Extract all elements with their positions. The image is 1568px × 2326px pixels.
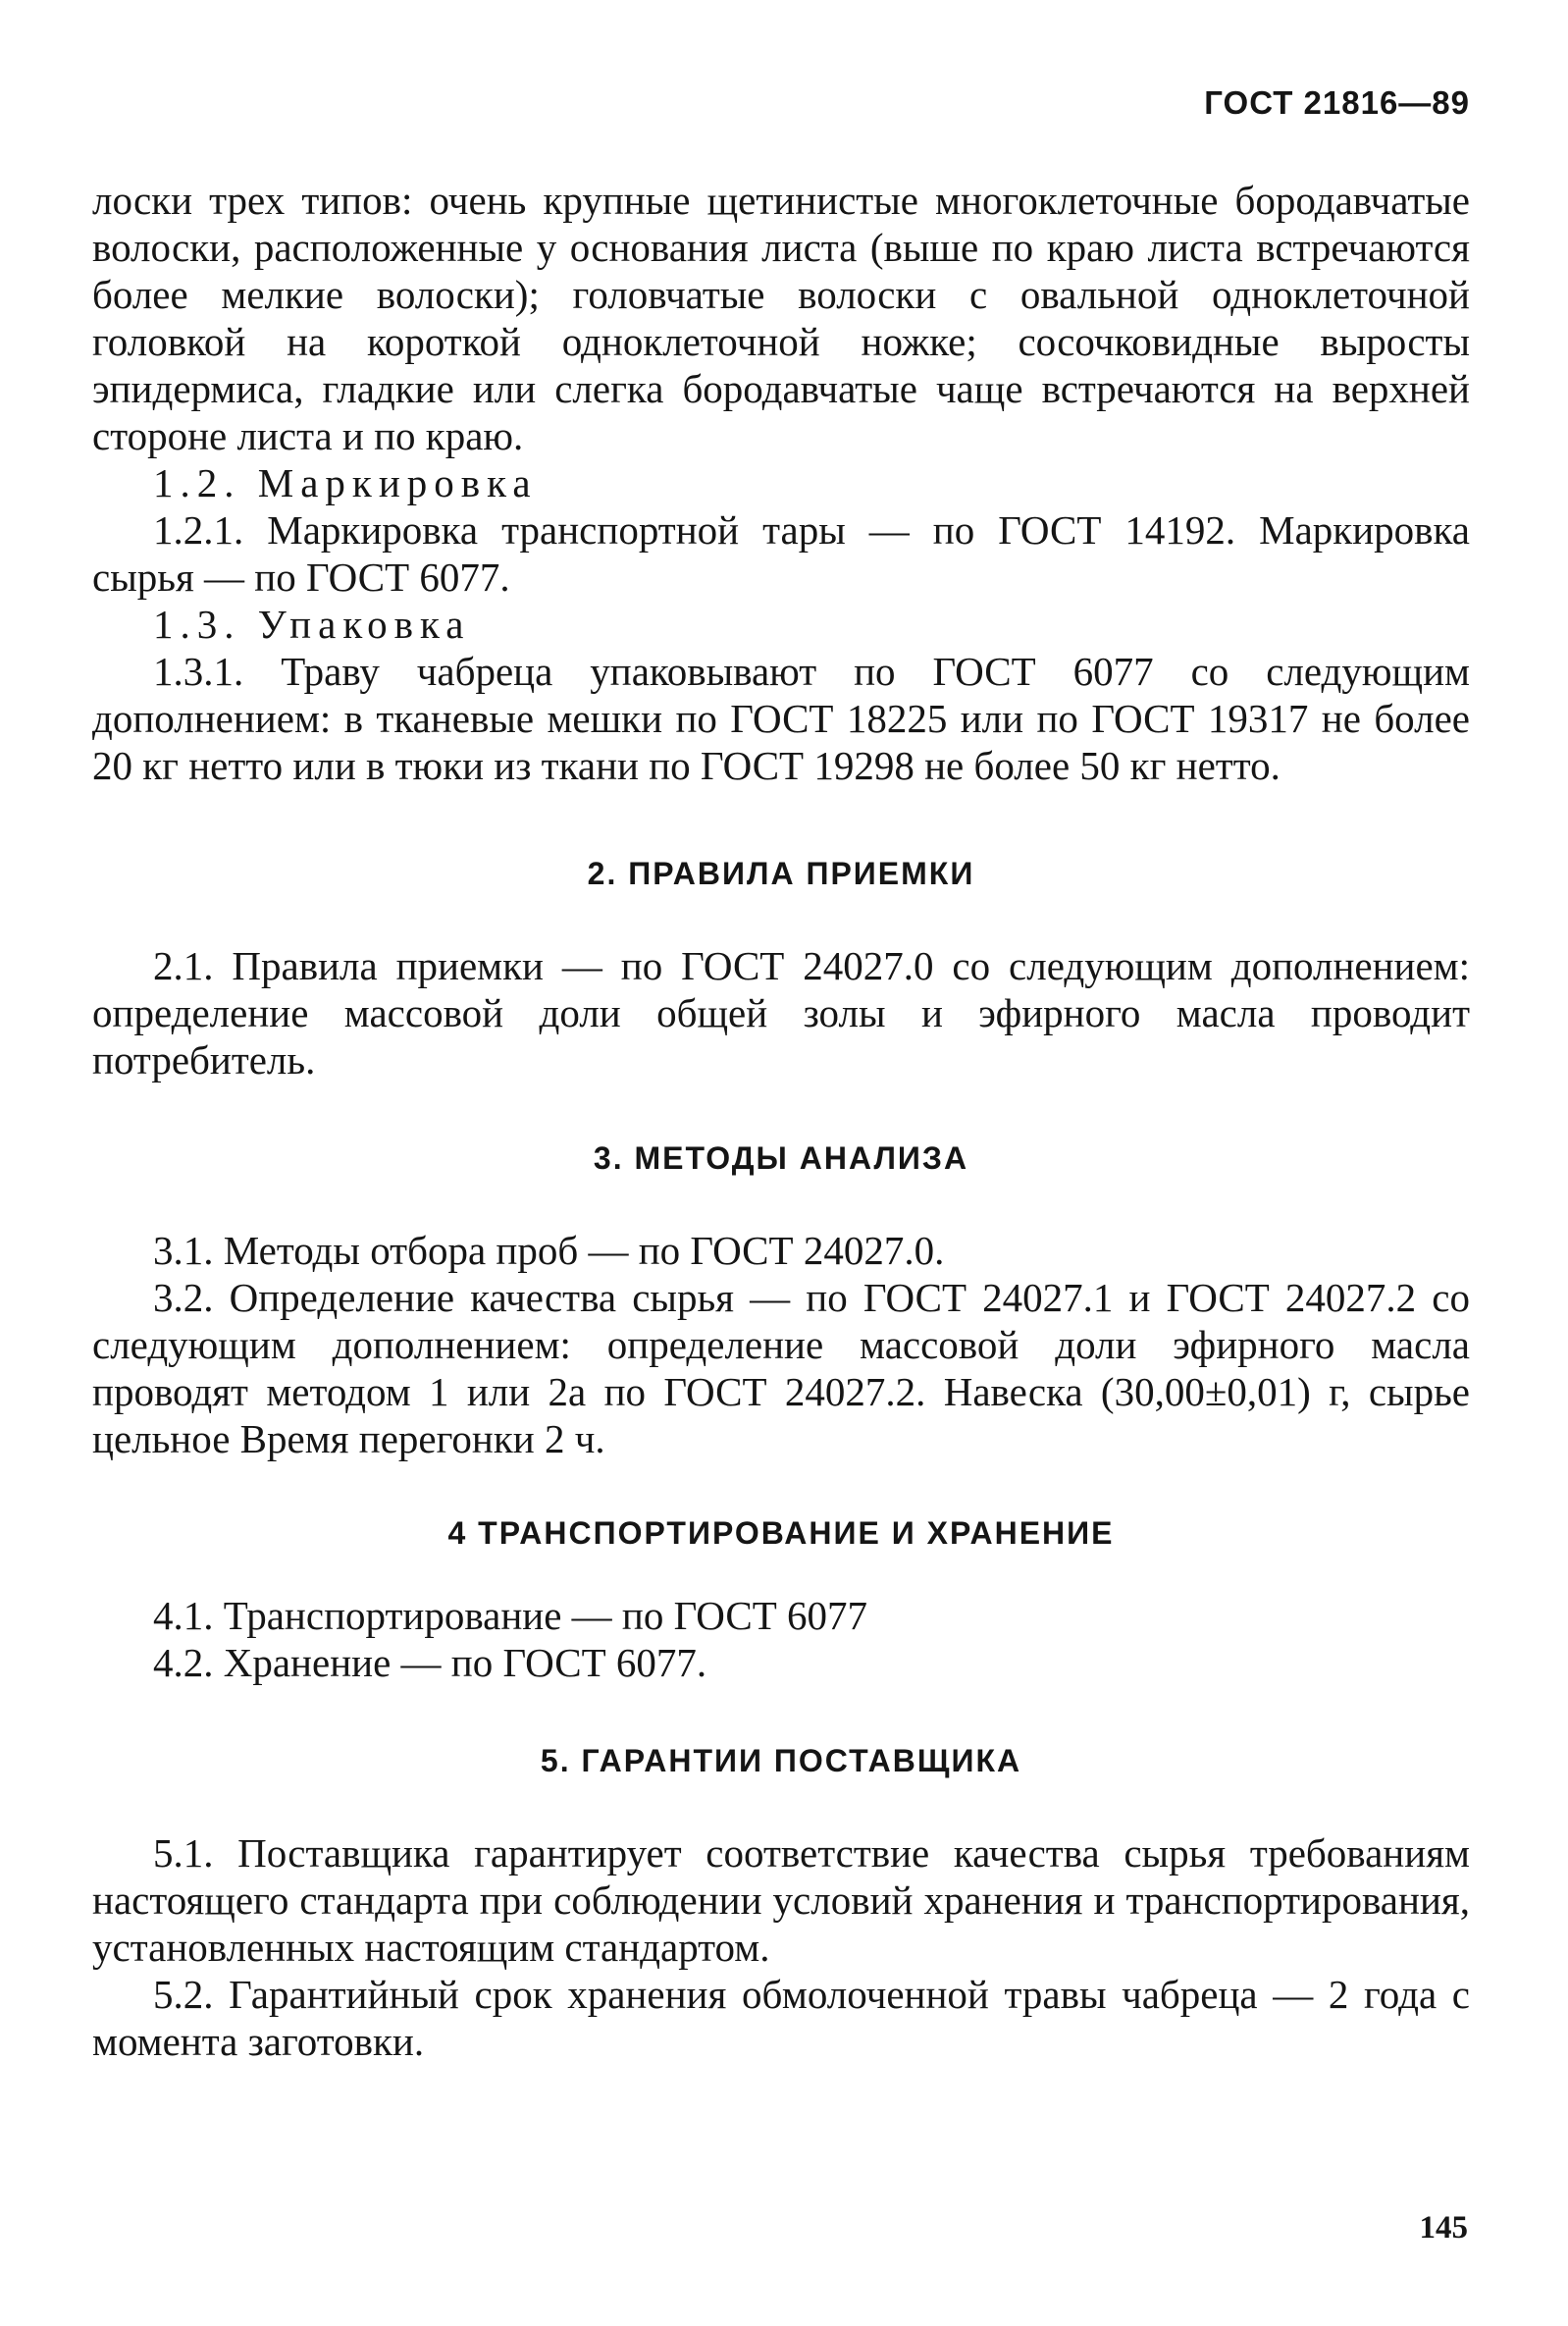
section-heading-supplier-guarantee: 5. ГАРАНТИИ ПОСТАВЩИКА bbox=[540, 1743, 1022, 1778]
section-heading-methods: 3. МЕТОДЫ АНАЛИЗА bbox=[593, 1140, 969, 1176]
paragraph-1-3-1: 1.3.1. Траву чабреца упаковывают по ГОСТ 6077 со следующим дополнением: в тканевые мешки по ГОСТ 18225 или по ГОСТ 19317 не более 20 кг нетто или в тюки из ткани по ГОСТ 19298 не более 50 кг нетто. bbox=[92, 649, 1470, 788]
paragraph-continuation: лоски трех типов: очень крупные щетинистые многоклеточные бородавчатые волоски, расположенные у основания листа (выше по краю листа встречаются более мелкие волоски); головчатые волоски с овальной одноклеточной головкой на короткой одноклеточной ножке; сосочковидные выросты эпидермиса, гладкие или слегка бородавчатые чаще встречаются на верхней стороне листа и по краю. bbox=[92, 178, 1470, 458]
paragraph-5-1: 5.1. Поставщика гарантирует соответствие качества сырья требованиям настоящего стандарта при соблюдении условий хранения и транспортирования, установленных настоящим стандартом. bbox=[92, 1830, 1470, 1970]
section-heading-transport-storage: 4 ТРАНСПОРТИРОВАНИЕ И ХРАНЕНИЕ bbox=[447, 1515, 1115, 1551]
paragraph-4-1: 4.1. Транспортирование — по ГОСТ 6077 bbox=[153, 1593, 868, 1638]
paragraph-4-2: 4.2. Хранение — по ГОСТ 6077. bbox=[153, 1640, 707, 1685]
paragraph-2-1: 2.1. Правила приемки — по ГОСТ 24027.0 со следующим дополнением: определение массовой доли общей золы и эфирного масла проводит потребитель. bbox=[92, 943, 1470, 1083]
paragraph-5-2: 5.2. Гарантийный срок хранения обмолоченной травы чабреца — 2 года с момента заготовки. bbox=[92, 1972, 1470, 2064]
paragraph-1-2-1: 1.2.1. Маркировка транспортной тары — по ГОСТ 14192. Маркировка сырья — по ГОСТ 6077. bbox=[92, 507, 1470, 600]
paragraph-3-1: 3.1. Методы отбора проб — по ГОСТ 24027.0. bbox=[153, 1228, 945, 1273]
paragraph-3-2: 3.2. Определение качества сырья — по ГОСТ 24027.1 и ГОСТ 24027.2 со следующим дополнением: определение массовой доли эфирного масла проводят методом 1 или 2а по ГОСТ 24027.2. Навеска (30,00±0,01) г, сырье цельное Время перегонки 2 ч. bbox=[92, 1275, 1470, 1461]
page-number: 145 bbox=[1419, 2210, 1468, 2246]
document-body bbox=[92, 177, 1470, 2065]
document-header: ГОСТ 21816—89 bbox=[1204, 84, 1470, 121]
subsection-heading-packing: 1.3. Упаковка bbox=[153, 602, 471, 647]
section-heading-acceptance: 2. ПРАВИЛА ПРИЕМКИ bbox=[587, 856, 975, 891]
subsection-heading-marking: 1.2. Маркировка bbox=[153, 460, 538, 505]
